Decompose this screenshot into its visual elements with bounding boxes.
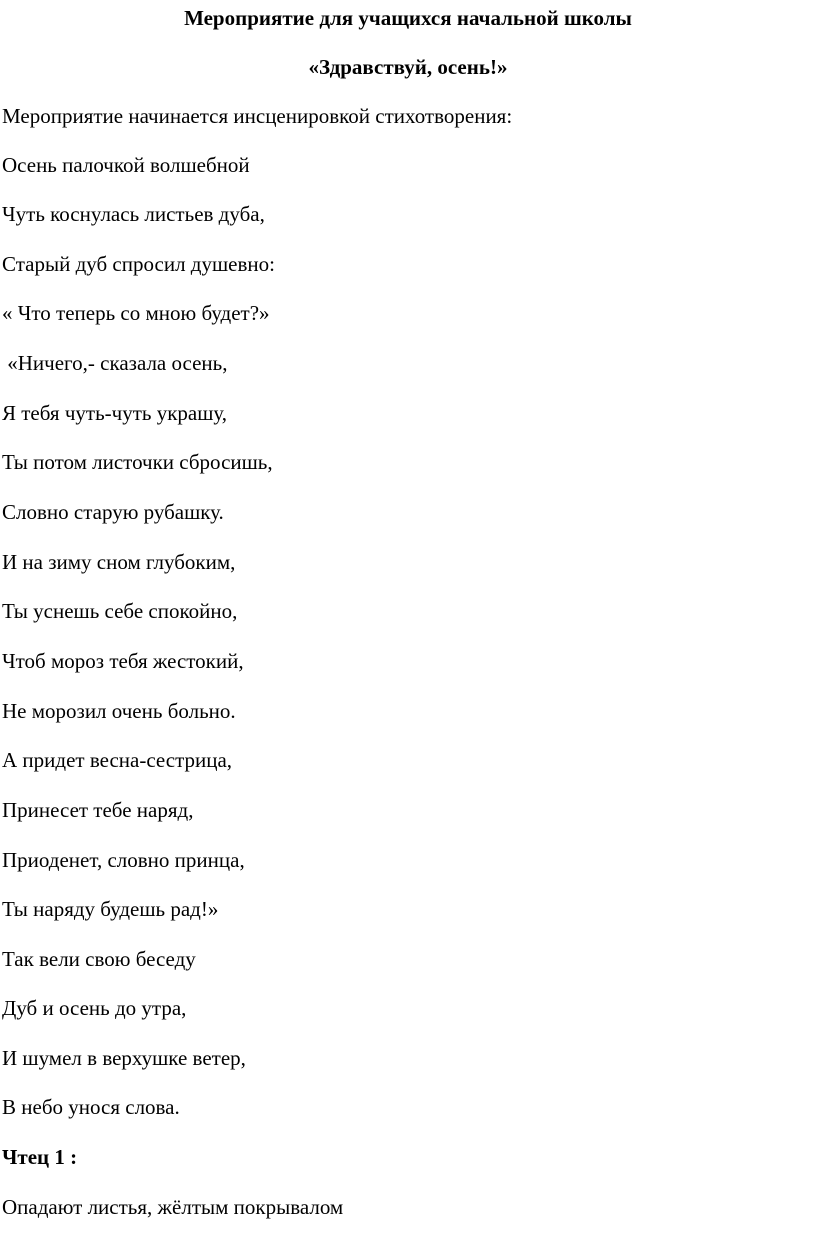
poem-line: Осень палочкой волшебной xyxy=(2,153,250,177)
poem-line: Я тебя чуть-чуть украшу, xyxy=(2,401,228,425)
poem-line: Ты потом листочки сбросишь, xyxy=(2,450,273,474)
document-title: Мероприятие для учащихся начальной школы xyxy=(184,6,632,30)
poem-line: Дуб и осень до утра, xyxy=(2,996,187,1020)
poem-line: Чтоб мороз тебя жестокий, xyxy=(2,649,244,673)
poem-line: Так вели свою беседу xyxy=(2,947,196,971)
poem-line: А придет весна-сестрица, xyxy=(2,748,233,772)
poem-line: Ты наряду будешь рад!» xyxy=(2,897,219,921)
poem-line: Ты уснешь себе спокойно, xyxy=(2,599,238,623)
poem-line: Словно старую рубашку. xyxy=(2,500,224,524)
poem-line: Чуть коснулась листьев дуба, xyxy=(2,202,265,226)
poem-line: И на зиму сном глубоким, xyxy=(2,550,236,574)
poem-line: « Что теперь со мною будет?» xyxy=(2,301,270,325)
document-subtitle: «Здравствуй, осень!» xyxy=(308,55,508,79)
poem-line: Приоденет, словно принца, xyxy=(2,848,245,872)
poem-line: Старый дуб спросил душевно: xyxy=(2,252,275,276)
poem-line: Не морозил очень больно. xyxy=(2,699,236,723)
poem-line: В небо унося слова. xyxy=(2,1095,180,1119)
poem-line: «Ничего,- сказала осень, xyxy=(2,351,228,375)
reader-heading: Чтец 1 : xyxy=(2,1145,78,1169)
poem-line: Принесет тебе наряд, xyxy=(2,798,194,822)
intro-paragraph: Мероприятие начинается инсценировкой стихотворения: xyxy=(2,104,513,128)
poem-line: И шумел в верхушке ветер, xyxy=(2,1046,246,1070)
reader-line: Опадают листья, жёлтым покрывалом xyxy=(2,1195,344,1219)
